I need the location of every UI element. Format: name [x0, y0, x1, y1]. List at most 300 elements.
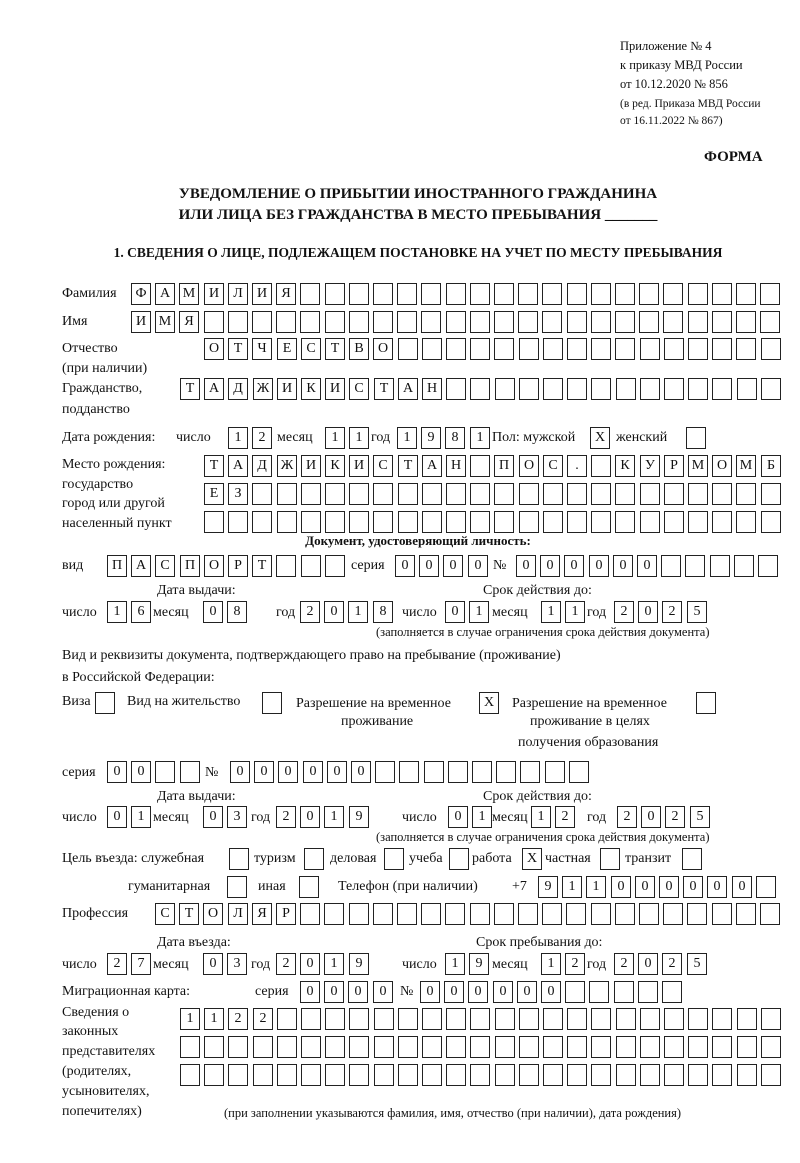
char-cell[interactable]: 0	[203, 601, 223, 623]
char-cell[interactable]	[277, 511, 297, 533]
char-cell[interactable]	[589, 981, 609, 1003]
char-cell[interactable]	[519, 483, 539, 505]
char-cell[interactable]	[688, 483, 708, 505]
char-cell[interactable]	[496, 761, 516, 783]
char-cell[interactable]	[325, 283, 345, 305]
char-cell[interactable]	[543, 338, 563, 360]
char-cell[interactable]: О	[712, 455, 732, 477]
char-cell[interactable]: 2	[253, 1008, 273, 1030]
char-cell[interactable]: Т	[228, 338, 248, 360]
char-cell[interactable]	[494, 338, 514, 360]
char-cell[interactable]: 0	[564, 555, 584, 577]
char-cell[interactable]: 2	[617, 806, 637, 828]
char-cell[interactable]	[640, 1036, 660, 1058]
char-cell[interactable]	[276, 311, 296, 333]
char-cell[interactable]	[325, 555, 345, 577]
char-cell[interactable]	[616, 1064, 636, 1086]
char-cell[interactable]	[470, 483, 490, 505]
char-cell[interactable]: 2	[276, 806, 296, 828]
char-cell[interactable]	[349, 511, 369, 533]
char-cell[interactable]: 6	[131, 601, 151, 623]
char-cell[interactable]	[569, 761, 589, 783]
char-cell[interactable]	[567, 483, 587, 505]
char-cell[interactable]: 9	[538, 876, 558, 898]
char-cell[interactable]	[518, 311, 538, 333]
char-cell[interactable]	[301, 1008, 321, 1030]
char-cell[interactable]	[470, 903, 490, 925]
char-cell[interactable]	[494, 311, 514, 333]
char-cell[interactable]	[615, 903, 635, 925]
char-cell[interactable]: 0	[493, 981, 513, 1003]
char-cell[interactable]: 1	[131, 806, 151, 828]
char-cell[interactable]	[398, 1008, 418, 1030]
char-cell[interactable]	[495, 1064, 515, 1086]
char-cell[interactable]	[398, 511, 418, 533]
char-cell[interactable]: У	[640, 455, 660, 477]
char-cell[interactable]	[301, 511, 321, 533]
char-cell[interactable]	[325, 311, 345, 333]
char-cell[interactable]	[712, 311, 732, 333]
char-cell[interactable]	[300, 903, 320, 925]
char-cell[interactable]: Р	[228, 555, 248, 577]
char-cell[interactable]	[204, 1064, 224, 1086]
char-cell[interactable]	[567, 283, 587, 305]
char-cell[interactable]	[397, 311, 417, 333]
char-cell[interactable]: 2	[662, 953, 682, 975]
char-cell[interactable]: 0	[517, 981, 537, 1003]
char-cell[interactable]: Б	[761, 455, 781, 477]
char-cell[interactable]: Д	[252, 455, 272, 477]
char-cell[interactable]	[663, 311, 683, 333]
char-cell[interactable]	[398, 338, 418, 360]
char-cell[interactable]	[495, 378, 515, 400]
char-cell[interactable]: 2	[300, 601, 320, 623]
char-cell[interactable]	[565, 981, 585, 1003]
char-cell[interactable]	[761, 1064, 781, 1086]
char-cell[interactable]: Я	[179, 311, 199, 333]
char-cell[interactable]	[616, 1008, 636, 1030]
char-cell[interactable]	[349, 1008, 369, 1030]
char-cell[interactable]	[180, 761, 200, 783]
char-cell[interactable]	[520, 761, 540, 783]
char-cell[interactable]: 0	[300, 806, 320, 828]
char-cell[interactable]: 2	[565, 953, 585, 975]
char-cell[interactable]	[228, 311, 248, 333]
char-cell[interactable]	[615, 511, 635, 533]
char-cell[interactable]: 0	[395, 555, 415, 577]
char-cell[interactable]	[640, 338, 660, 360]
char-cell[interactable]: Р	[664, 455, 684, 477]
char-cell[interactable]: Е	[277, 338, 297, 360]
char-cell[interactable]	[252, 483, 272, 505]
char-cell[interactable]	[688, 311, 708, 333]
char-cell[interactable]: И	[252, 283, 272, 305]
char-cell[interactable]: Т	[180, 378, 200, 400]
char-cell[interactable]	[470, 378, 490, 400]
char-cell[interactable]	[639, 283, 659, 305]
char-cell[interactable]: 1	[472, 806, 492, 828]
char-cell[interactable]	[640, 378, 660, 400]
checkbox[interactable]	[229, 848, 249, 870]
char-cell[interactable]: 5	[687, 601, 707, 623]
checkbox[interactable]: X	[522, 848, 542, 870]
char-cell[interactable]	[204, 1036, 224, 1058]
char-cell[interactable]: 0	[300, 953, 320, 975]
char-cell[interactable]: 1	[469, 601, 489, 623]
char-cell[interactable]	[639, 311, 659, 333]
char-cell[interactable]	[446, 378, 466, 400]
char-cell[interactable]	[712, 1008, 732, 1030]
char-cell[interactable]	[422, 511, 442, 533]
char-cell[interactable]	[761, 378, 781, 400]
char-cell[interactable]: 0	[732, 876, 752, 898]
char-cell[interactable]	[397, 283, 417, 305]
char-cell[interactable]	[591, 1064, 611, 1086]
char-cell[interactable]: 1	[180, 1008, 200, 1030]
char-cell[interactable]	[661, 555, 681, 577]
char-cell[interactable]	[277, 1064, 297, 1086]
char-cell[interactable]	[662, 981, 682, 1003]
char-cell[interactable]	[761, 483, 781, 505]
char-cell[interactable]	[545, 761, 565, 783]
char-cell[interactable]	[373, 283, 393, 305]
char-cell[interactable]: 5	[687, 953, 707, 975]
char-cell[interactable]: 0	[107, 806, 127, 828]
char-cell[interactable]: П	[107, 555, 127, 577]
checkbox[interactable]: X	[590, 427, 610, 449]
char-cell[interactable]	[591, 1036, 611, 1058]
char-cell[interactable]	[253, 1064, 273, 1086]
char-cell[interactable]: Л	[228, 283, 248, 305]
char-cell[interactable]	[518, 283, 538, 305]
char-cell[interactable]	[445, 903, 465, 925]
char-cell[interactable]	[736, 283, 756, 305]
char-cell[interactable]	[349, 1036, 369, 1058]
char-cell[interactable]: 0	[659, 876, 679, 898]
char-cell[interactable]	[760, 283, 780, 305]
char-cell[interactable]	[567, 311, 587, 333]
char-cell[interactable]	[228, 1064, 248, 1086]
char-cell[interactable]	[518, 903, 538, 925]
char-cell[interactable]: 0	[420, 981, 440, 1003]
char-cell[interactable]	[567, 338, 587, 360]
char-cell[interactable]: 1	[324, 953, 344, 975]
char-cell[interactable]	[761, 1008, 781, 1030]
char-cell[interactable]: 0	[516, 555, 536, 577]
char-cell[interactable]: 0	[638, 953, 658, 975]
char-cell[interactable]	[301, 1036, 321, 1058]
char-cell[interactable]: О	[373, 338, 393, 360]
char-cell[interactable]	[712, 338, 732, 360]
char-cell[interactable]	[737, 1036, 757, 1058]
char-cell[interactable]	[301, 483, 321, 505]
char-cell[interactable]: П	[494, 455, 514, 477]
char-cell[interactable]	[688, 378, 708, 400]
char-cell[interactable]	[519, 511, 539, 533]
char-cell[interactable]	[494, 903, 514, 925]
char-cell[interactable]	[640, 511, 660, 533]
char-cell[interactable]	[685, 555, 705, 577]
char-cell[interactable]	[398, 1064, 418, 1086]
char-cell[interactable]: 0	[131, 761, 151, 783]
char-cell[interactable]	[495, 1008, 515, 1030]
char-cell[interactable]: О	[204, 555, 224, 577]
char-cell[interactable]	[470, 283, 490, 305]
char-cell[interactable]: С	[543, 455, 563, 477]
checkbox[interactable]	[449, 848, 469, 870]
char-cell[interactable]	[712, 511, 732, 533]
char-cell[interactable]	[325, 483, 345, 505]
char-cell[interactable]: 2	[228, 1008, 248, 1030]
char-cell[interactable]: И	[349, 455, 369, 477]
char-cell[interactable]: 0	[300, 981, 320, 1003]
char-cell[interactable]	[470, 311, 490, 333]
char-cell[interactable]	[688, 283, 708, 305]
char-cell[interactable]	[664, 378, 684, 400]
char-cell[interactable]	[737, 1064, 757, 1086]
char-cell[interactable]	[591, 903, 611, 925]
char-cell[interactable]	[446, 1064, 466, 1086]
char-cell[interactable]	[301, 555, 321, 577]
char-cell[interactable]: М	[179, 283, 199, 305]
char-cell[interactable]: 0	[324, 601, 344, 623]
char-cell[interactable]	[688, 338, 708, 360]
char-cell[interactable]	[566, 903, 586, 925]
char-cell[interactable]	[398, 483, 418, 505]
char-cell[interactable]	[349, 283, 369, 305]
char-cell[interactable]: 8	[373, 601, 393, 623]
char-cell[interactable]	[688, 511, 708, 533]
char-cell[interactable]	[712, 1064, 732, 1086]
char-cell[interactable]	[155, 761, 175, 783]
char-cell[interactable]	[277, 483, 297, 505]
char-cell[interactable]	[373, 483, 393, 505]
char-cell[interactable]	[760, 903, 780, 925]
char-cell[interactable]	[180, 1064, 200, 1086]
char-cell[interactable]: П	[180, 555, 200, 577]
char-cell[interactable]	[664, 1008, 684, 1030]
char-cell[interactable]	[252, 511, 272, 533]
char-cell[interactable]	[543, 378, 563, 400]
char-cell[interactable]	[373, 311, 393, 333]
checkbox[interactable]	[227, 876, 247, 898]
char-cell[interactable]: 1	[531, 806, 551, 828]
char-cell[interactable]: 1	[324, 806, 344, 828]
char-cell[interactable]	[277, 1036, 297, 1058]
checkbox[interactable]	[262, 692, 282, 714]
char-cell[interactable]: 0	[348, 981, 368, 1003]
char-cell[interactable]	[424, 761, 444, 783]
char-cell[interactable]: В	[349, 338, 369, 360]
char-cell[interactable]	[664, 1064, 684, 1086]
char-cell[interactable]	[591, 511, 611, 533]
char-cell[interactable]	[374, 1008, 394, 1030]
char-cell[interactable]: 1	[228, 427, 248, 449]
char-cell[interactable]	[736, 511, 756, 533]
char-cell[interactable]	[448, 761, 468, 783]
char-cell[interactable]	[519, 378, 539, 400]
char-cell[interactable]: 0	[541, 981, 561, 1003]
char-cell[interactable]: 2	[276, 953, 296, 975]
char-cell[interactable]: А	[131, 555, 151, 577]
char-cell[interactable]: М	[155, 311, 175, 333]
char-cell[interactable]: 0	[373, 981, 393, 1003]
char-cell[interactable]: 5	[690, 806, 710, 828]
char-cell[interactable]	[736, 338, 756, 360]
char-cell[interactable]	[760, 311, 780, 333]
char-cell[interactable]	[253, 1036, 273, 1058]
char-cell[interactable]	[446, 283, 466, 305]
char-cell[interactable]: 9	[469, 953, 489, 975]
char-cell[interactable]: Т	[374, 378, 394, 400]
char-cell[interactable]	[688, 1036, 708, 1058]
char-cell[interactable]	[615, 483, 635, 505]
char-cell[interactable]: Л	[228, 903, 248, 925]
checkbox[interactable]	[696, 692, 716, 714]
char-cell[interactable]	[301, 1064, 321, 1086]
char-cell[interactable]	[761, 338, 781, 360]
char-cell[interactable]	[422, 1008, 442, 1030]
char-cell[interactable]	[664, 338, 684, 360]
char-cell[interactable]	[567, 511, 587, 533]
char-cell[interactable]: 0	[611, 876, 631, 898]
char-cell[interactable]: 0	[707, 876, 727, 898]
char-cell[interactable]: 1	[397, 427, 417, 449]
char-cell[interactable]	[470, 455, 490, 477]
char-cell[interactable]	[228, 511, 248, 533]
char-cell[interactable]	[664, 511, 684, 533]
char-cell[interactable]	[399, 761, 419, 783]
char-cell[interactable]: 0	[254, 761, 274, 783]
char-cell[interactable]: Т	[179, 903, 199, 925]
char-cell[interactable]: 0	[468, 555, 488, 577]
char-cell[interactable]: 2	[107, 953, 127, 975]
char-cell[interactable]	[543, 1008, 563, 1030]
char-cell[interactable]	[422, 1064, 442, 1086]
char-cell[interactable]	[398, 1036, 418, 1058]
char-cell[interactable]	[349, 483, 369, 505]
char-cell[interactable]: 1	[325, 427, 345, 449]
char-cell[interactable]: 1	[541, 601, 561, 623]
char-cell[interactable]: 2	[252, 427, 272, 449]
char-cell[interactable]: Ч	[252, 338, 272, 360]
checkbox[interactable]	[304, 848, 324, 870]
char-cell[interactable]	[663, 283, 683, 305]
char-cell[interactable]: З	[228, 483, 248, 505]
char-cell[interactable]	[373, 511, 393, 533]
char-cell[interactable]: И	[204, 283, 224, 305]
char-cell[interactable]: 0	[443, 555, 463, 577]
char-cell[interactable]: 0	[324, 981, 344, 1003]
char-cell[interactable]	[374, 1036, 394, 1058]
char-cell[interactable]	[737, 1008, 757, 1030]
char-cell[interactable]	[761, 1036, 781, 1058]
char-cell[interactable]	[591, 483, 611, 505]
char-cell[interactable]	[688, 1008, 708, 1030]
char-cell[interactable]	[374, 1064, 394, 1086]
char-cell[interactable]	[519, 1008, 539, 1030]
char-cell[interactable]: Е	[204, 483, 224, 505]
char-cell[interactable]	[712, 378, 732, 400]
char-cell[interactable]	[615, 283, 635, 305]
char-cell[interactable]: А	[398, 378, 418, 400]
char-cell[interactable]	[300, 283, 320, 305]
char-cell[interactable]	[616, 378, 636, 400]
char-cell[interactable]: И	[301, 455, 321, 477]
char-cell[interactable]	[543, 483, 563, 505]
char-cell[interactable]	[422, 483, 442, 505]
char-cell[interactable]	[543, 1036, 563, 1058]
char-cell[interactable]: М	[736, 455, 756, 477]
char-cell[interactable]	[687, 903, 707, 925]
char-cell[interactable]: .	[567, 455, 587, 477]
char-cell[interactable]: 0	[540, 555, 560, 577]
char-cell[interactable]	[567, 1064, 587, 1086]
char-cell[interactable]	[542, 283, 562, 305]
char-cell[interactable]: 2	[614, 953, 634, 975]
char-cell[interactable]	[470, 1064, 490, 1086]
char-cell[interactable]: 0	[683, 876, 703, 898]
char-cell[interactable]	[712, 1036, 732, 1058]
char-cell[interactable]: 1	[586, 876, 606, 898]
char-cell[interactable]	[591, 338, 611, 360]
char-cell[interactable]	[422, 338, 442, 360]
char-cell[interactable]	[614, 981, 634, 1003]
char-cell[interactable]	[446, 483, 466, 505]
char-cell[interactable]: 0	[230, 761, 250, 783]
char-cell[interactable]: 0	[637, 555, 657, 577]
char-cell[interactable]: И	[277, 378, 297, 400]
char-cell[interactable]	[543, 511, 563, 533]
char-cell[interactable]: 1	[470, 427, 490, 449]
char-cell[interactable]: 0	[613, 555, 633, 577]
char-cell[interactable]	[349, 903, 369, 925]
char-cell[interactable]: Р	[276, 903, 296, 925]
char-cell[interactable]	[758, 555, 778, 577]
char-cell[interactable]	[470, 1008, 490, 1030]
char-cell[interactable]: 0	[327, 761, 347, 783]
char-cell[interactable]	[542, 903, 562, 925]
char-cell[interactable]	[252, 311, 272, 333]
char-cell[interactable]	[472, 761, 492, 783]
char-cell[interactable]	[276, 555, 296, 577]
char-cell[interactable]	[615, 338, 635, 360]
char-cell[interactable]	[591, 455, 611, 477]
char-cell[interactable]: М	[688, 455, 708, 477]
char-cell[interactable]	[710, 555, 730, 577]
char-cell[interactable]	[712, 903, 732, 925]
char-cell[interactable]: С	[155, 903, 175, 925]
char-cell[interactable]: 0	[589, 555, 609, 577]
checkbox[interactable]	[299, 876, 319, 898]
char-cell[interactable]	[325, 1064, 345, 1086]
char-cell[interactable]	[397, 903, 417, 925]
char-cell[interactable]	[325, 1008, 345, 1030]
char-cell[interactable]	[375, 761, 395, 783]
char-cell[interactable]: О	[519, 455, 539, 477]
char-cell[interactable]: 0	[107, 761, 127, 783]
char-cell[interactable]	[446, 511, 466, 533]
char-cell[interactable]	[470, 338, 490, 360]
char-cell[interactable]	[756, 876, 776, 898]
char-cell[interactable]	[519, 1064, 539, 1086]
char-cell[interactable]: 0	[445, 601, 465, 623]
char-cell[interactable]: А	[204, 378, 224, 400]
char-cell[interactable]: 2	[614, 601, 634, 623]
char-cell[interactable]: Т	[252, 555, 272, 577]
char-cell[interactable]: 0	[638, 601, 658, 623]
char-cell[interactable]: 2	[662, 601, 682, 623]
